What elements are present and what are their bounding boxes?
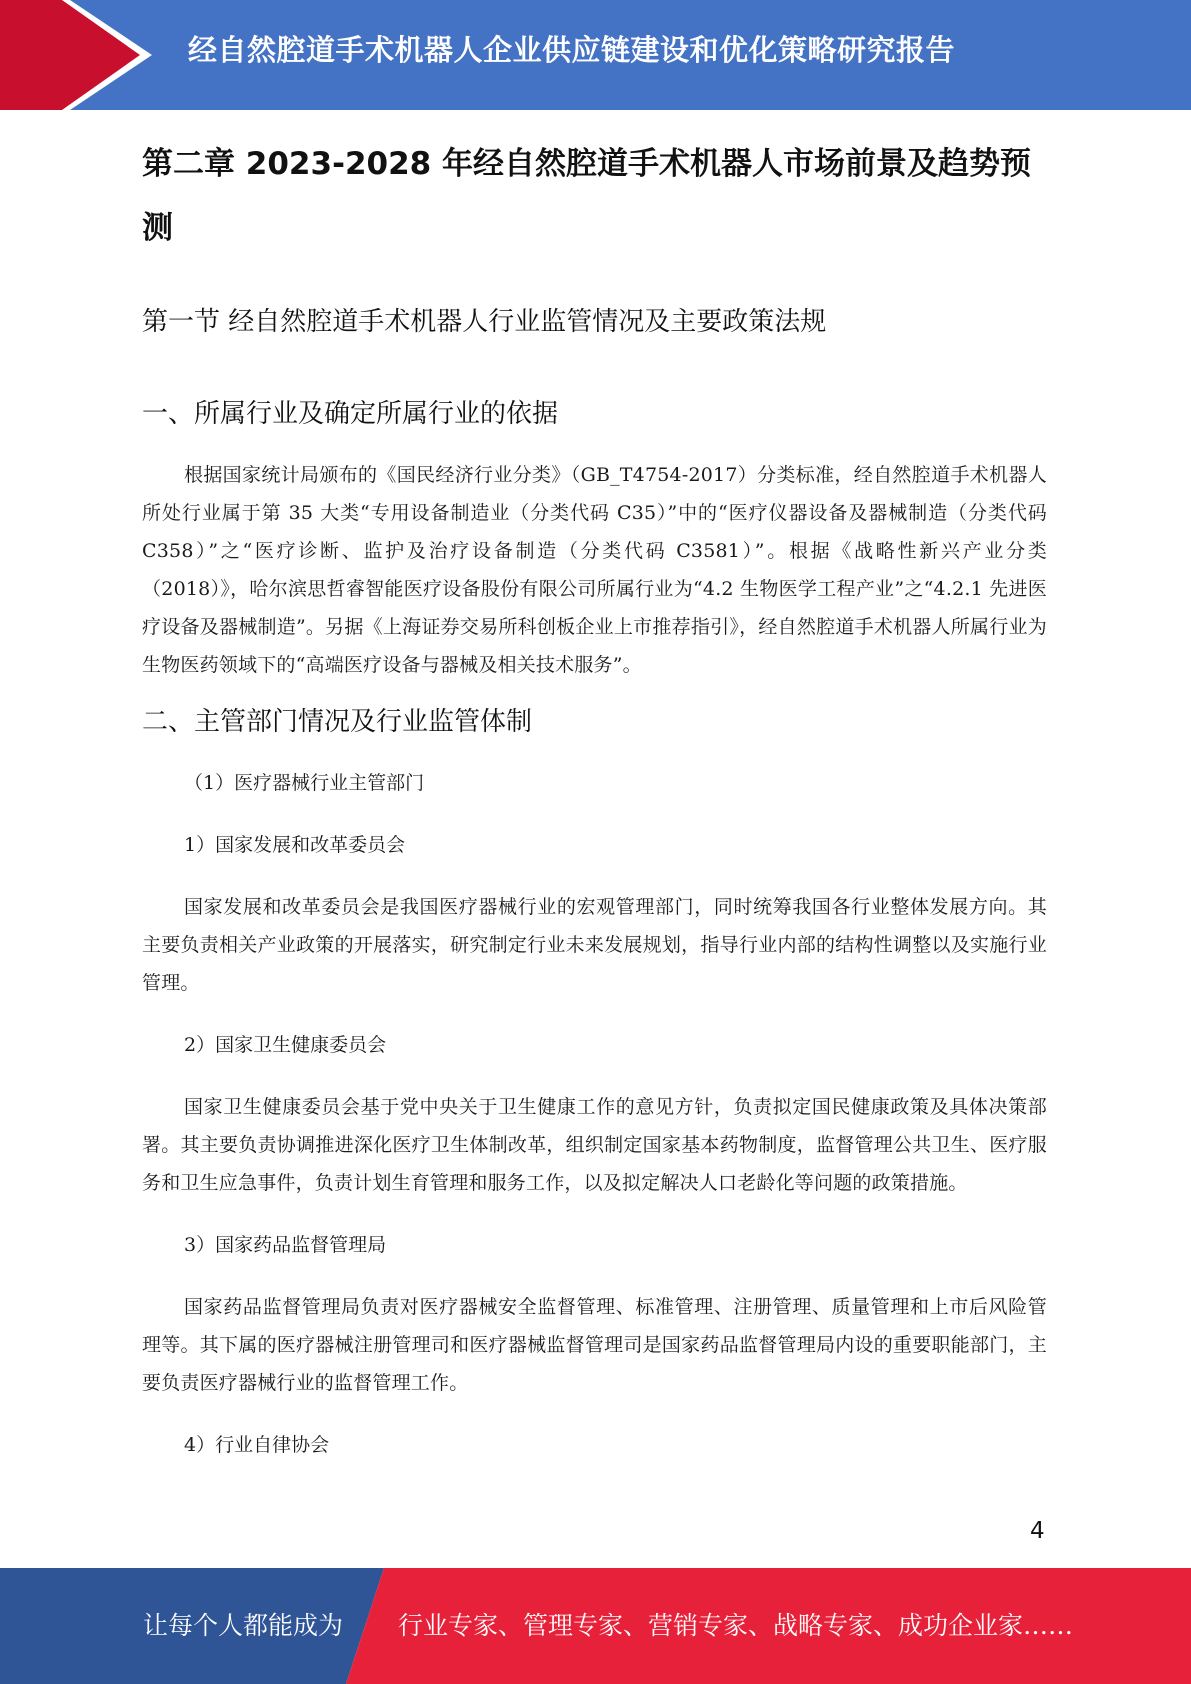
part1-paragraph: 根据国家统计局颁布的《国民经济行业分类》（GB_T4754-2017）分类标准，经自然腔道手术机器人所处行业属于第 35 大类“专用设备制造业（分类代码 C35）”中的“医疗仪器设备及器械制造（分类代码 C358）”之“医疗诊断、监护及治疗设备制造（分类代码 C3581）”。根据《战略性新兴产业分类（2018）》，哈尔滨思哲睿智能医疗设备股份有限公司所属行业为“4.2 生物医学工程产业”之“4.2.1 先进医疗设备及器械制造”。另据《上海证券交易所科创板企业上市推荐指引》，经自然腔道手术机器人所属行业为生物医药领域下的“高端医疗设备与器械及相关技术服务”。 — [142, 464, 1047, 676]
part2-heading: 二、主管部门情况及行业监管体制 — [142, 707, 533, 737]
header-banner — [0, 0, 1191, 110]
page-content — [142, 132, 1047, 1464]
item-label-ndrc: 1）国家发展和改革委员会 — [184, 834, 406, 856]
item-label-nhc: 2）国家卫生健康委员会 — [184, 1034, 387, 1056]
page-number: 4 — [1030, 1518, 1045, 1544]
chapter-title-line2: 测 — [142, 210, 173, 246]
section-title: 第一节 经自然腔道手术机器人行业监管情况及主要政策法规 — [142, 307, 827, 337]
footer-banner — [0, 1568, 1191, 1684]
footer-slogan-right: 行业专家、管理专家、营销专家、战略专家、成功企业家…… — [398, 1611, 1074, 1640]
item-label-association: 4）行业自律协会 — [184, 1434, 330, 1456]
item-text-nhc: 国家卫生健康委员会基于党中央关于卫生健康工作的意见方针，负责拟定国民健康政策及具体决策部署。其主要负责协调推进深化医疗卫生体制改革，组织制定国家基本药物制度，监督管理公共卫生、医疗服务和卫生应急事件，负责计划生育管理和服务工作，以及拟定解决人口老龄化等问题的政策措施。 — [142, 1096, 1047, 1194]
part1-heading: 一、所属行业及确定所属行业的依据 — [142, 399, 559, 429]
report-title: 经自然腔道手术机器人企业供应链建设和优化策略研究报告 — [188, 33, 956, 67]
chapter-title-line1: 第二章 2023-2028 年经自然腔道手术机器人市场前景及趋势预 — [142, 146, 1032, 182]
item-text-ndrc: 国家发展和改革委员会是我国医疗器械行业的宏观管理部门，同时统筹我国各行业整体发展方向。其主要负责相关产业政策的开展落实，研究制定行业未来发展规划，指导行业内部的结构性调整以及实施行业管理。 — [142, 896, 1047, 994]
item-text-nmpa: 国家药品监督管理局负责对医疗器械安全监督管理、标准管理、注册管理、质量管理和上市后风险管理等。其下属的医疗器械注册管理司和医疗器械监督管理司是国家药品监督管理局内设的重要职能部门，主要负责医疗器械行业的监督管理工作。 — [142, 1296, 1047, 1394]
item-label-nmpa: 3）国家药品监督管理局 — [184, 1234, 387, 1256]
part2-subheading: （1）医疗器械行业主管部门 — [184, 772, 425, 794]
chapter-title — [142, 132, 1047, 260]
footer-slogan-left: 让每个人都能成为 — [143, 1611, 344, 1640]
